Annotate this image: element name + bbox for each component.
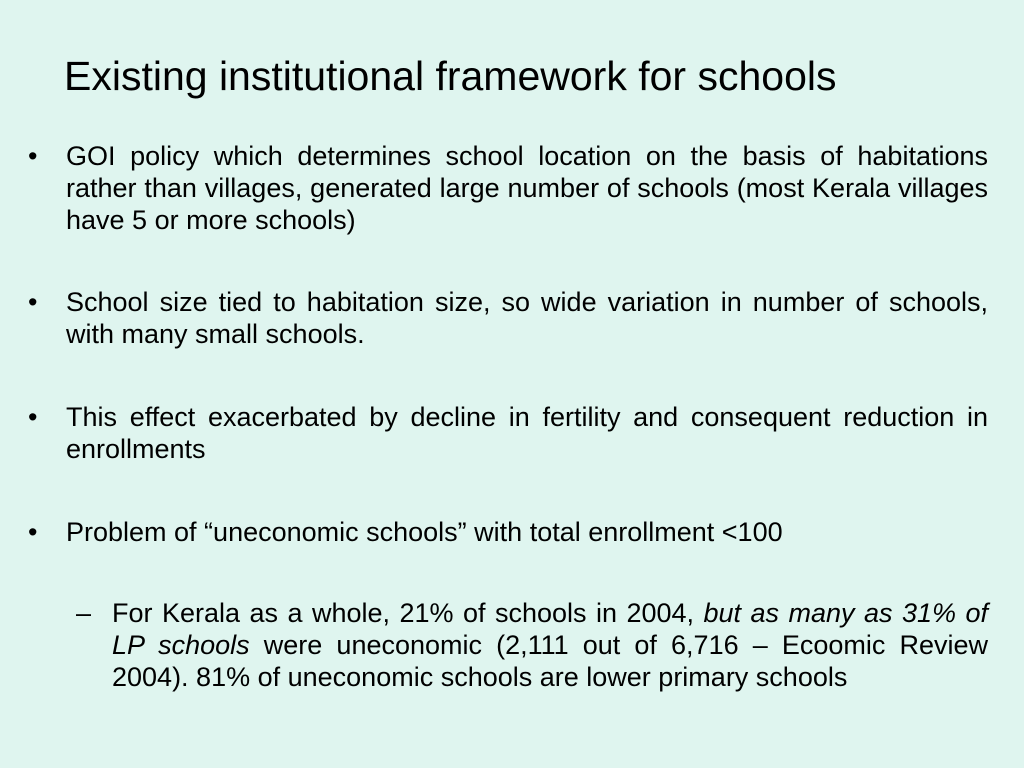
bullet-marker: • (28, 517, 38, 547)
bullet-item (28, 516, 988, 548)
bullet-marker: • (28, 141, 38, 171)
sub-bullet-emphasis: but as many as 31% of LP schools (112, 598, 989, 660)
sub-bullet-marker: – (76, 598, 92, 628)
slide-title: Existing institutional framework for schools (64, 53, 837, 99)
bullet-marker: • (28, 287, 38, 317)
bullet-text: School size tied to habitation size, so wide variation in number of schools, with many small schools. (66, 287, 988, 349)
bullet-text: This effect exacerbated by decline in fertility and consequent reduction in enrollments (66, 402, 988, 464)
bullet-item (28, 401, 988, 465)
bullet-marker: • (28, 402, 38, 432)
bullet-text: Problem of “uneconomic schools” with total enrollment <100 (66, 517, 783, 547)
bullet-item (28, 140, 988, 236)
sub-bullet-text-start: For Kerala as a whole, 21% of schools in 2004, (112, 598, 704, 628)
bullet-text: GOI policy which determines school location on the basis of habitations rather than villages, generated large number of schools (most Kerala villages have 5 or more schools) (66, 141, 988, 235)
sub-bullet-text-end: were uneconomic (2,111 out of 6,716 – Ecoomic Review 2004). 81% of uneconomic schools are lower primary schools (112, 630, 988, 692)
sub-bullet-item (76, 597, 989, 693)
bullet-item (28, 286, 988, 350)
